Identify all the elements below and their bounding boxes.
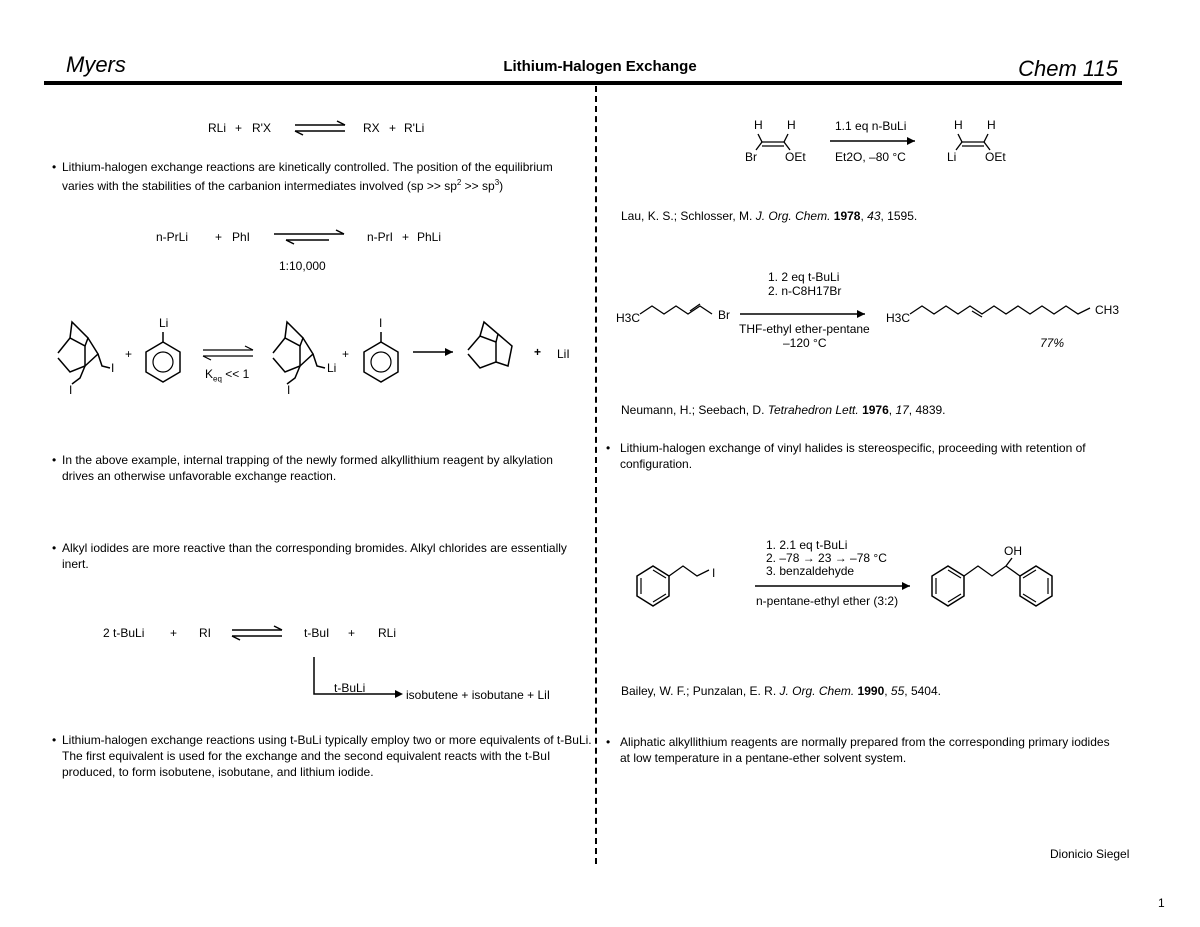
- diphenylpropanol-structure: [928, 556, 1058, 610]
- page-number: 1: [1158, 896, 1165, 910]
- eq3-lii: LiI: [557, 347, 570, 361]
- rxn1-arrow: [830, 136, 915, 146]
- right-bullet-2: • Aliphatic alkyllithium reagents are normally prepared from the corresponding primary iodides at low temperature in a pentane-ether solvent system.: [606, 734, 1121, 766]
- eq1-plus1: +: [235, 121, 243, 135]
- rxn2-prod-left: H3C: [886, 311, 911, 325]
- rxn2-yield: 77%: [1040, 336, 1065, 350]
- eq4-product1: t-BuI: [304, 626, 330, 640]
- eq1-plus2: +: [389, 121, 397, 135]
- left-bullet-4: • Lithium-halogen exchange reactions using t-BuLi typically employ two or more equivalents of t-BuLi. The first equivalent is used for the exchange and the second equivalent reacts with the t-BuI produced, to form isobutene, isobutane, and lithium iodide.: [52, 733, 592, 779]
- rxn2-step1: 1. 2 eq t-BuLi: [768, 270, 840, 284]
- eq4-product2: RLi: [378, 626, 397, 640]
- eq3-plus2: +: [342, 347, 350, 361]
- ref3-authors: Bailey, W. F.; Punzalan, E. R.: [621, 684, 780, 698]
- rxn2-arrow: [740, 309, 865, 319]
- ref3-volume: 55: [890, 684, 905, 698]
- phenethyl-iodide-structure: [633, 562, 718, 610]
- right-bullet-1: • Lithium-halogen exchange of vinyl halides is stereospecific, proceeding with retention of configuration.: [606, 440, 1121, 472]
- ref2-pages: 4839.: [915, 403, 946, 417]
- rxn1-oet: OEt: [785, 150, 806, 164]
- alkenyl-bromide-chain: [640, 300, 720, 320]
- ref2-volume: 17: [895, 403, 909, 417]
- ref1-journal: J. Org. Chem.: [755, 209, 831, 223]
- eq2-equilibrium-arrow: [274, 230, 344, 244]
- eq1-rx: RX: [363, 121, 380, 135]
- rxn1-reagent1: 1.1 eq n-BuLi: [835, 119, 907, 133]
- bullet-3-text: Alkyl iodides are more reactive than the corresponding bromides. Alkyl chlorides are essentially inert.: [62, 541, 567, 571]
- eq1-rli: RLi: [208, 121, 227, 135]
- rxn1-br: Br: [745, 150, 757, 164]
- rxn3-solvent: n-pentane-ethyl ether (3:2): [756, 594, 899, 608]
- eq2-reactant1: n-PrLi: [156, 230, 189, 244]
- bullet-2-text: In the above example, internal trapping of the newly formed alkyllithium reagent by alkylation drives an otherwise unfavorable exchange reaction.: [62, 453, 553, 483]
- eq3-li2: Li: [327, 361, 337, 375]
- ref3-year: 1990: [857, 684, 885, 698]
- header-rule: [44, 81, 1122, 85]
- eq4-plus1: +: [170, 626, 178, 640]
- eq4-products: isobutene + isobutane + LiI: [406, 688, 551, 702]
- rxn2-sm-right: Br: [718, 308, 730, 322]
- left-bullet-1: [52, 159, 587, 194]
- left-bullet-3: • Alkyl iodides are more reactive than the corresponding bromides. Alkyl chlorides are essentially inert.: [52, 540, 572, 572]
- header-title: Lithium-Halogen Exchange: [503, 58, 697, 75]
- ref1-volume: 43: [867, 209, 881, 223]
- eq4-reagent: t-BuLi: [334, 681, 366, 695]
- eq3-i1: I: [111, 361, 115, 375]
- ref2-journal: Tetrahedron Lett.: [767, 403, 859, 417]
- eq4-equilibrium-arrow: [232, 626, 282, 640]
- rxn3-arrow: [755, 581, 910, 591]
- ref3-pages: 5404.: [910, 684, 941, 698]
- header-course: Chem 115: [1018, 56, 1118, 81]
- rxn3-step1: 1. 2.1 eq t-BuLi: [766, 538, 848, 552]
- header-author: Myers: [66, 52, 126, 77]
- column-divider: [595, 86, 597, 864]
- eq2-product2: PhLi: [417, 230, 442, 244]
- rxn3-iodide: I: [712, 566, 716, 580]
- eq1-rx2: R'X: [252, 121, 271, 135]
- signature: Dionicio Siegel: [1050, 847, 1130, 861]
- rxn2-prod-right: CH3: [1095, 303, 1120, 317]
- keq-k: K: [205, 367, 214, 381]
- eq3-i2: I: [69, 383, 73, 397]
- rxn1-reagent2: Et2O, –80 °C: [835, 150, 906, 164]
- eq2-reactant2: PhI: [232, 230, 251, 244]
- iodobenzene-ring: [360, 338, 402, 384]
- ref2-year: 1976: [862, 403, 889, 417]
- eq3-keq: [205, 367, 249, 383]
- rxn1-h1: H: [754, 118, 763, 132]
- eq3-i3: I: [287, 383, 291, 397]
- rxn1-h2: H: [787, 118, 796, 132]
- tricyclic-product-structure: [462, 320, 522, 380]
- ref1-authors: Lau, K. S.; Schlosser, M.: [621, 209, 756, 223]
- rxn3-step2: 2. –78 → 23 → –78 °C: [766, 551, 887, 565]
- bullet-4-text: Lithium-halogen exchange reactions using t-BuLi typically employ two or more equivalents of t-BuLi. The first equivalent is used for the exchange and the second equivalent reacts with the t-BuI produced, to form isobutene, isobutane, and lithium iodide.: [62, 733, 592, 779]
- ref1-pages: 1595.: [887, 209, 918, 223]
- right-bullet-2-text: Aliphatic alkyllithium reagents are normally prepared from the corresponding primary iodides at low temperature in a pentane-ether solvent system.: [620, 735, 1110, 765]
- rxn3-oh: OH: [1004, 544, 1022, 558]
- bullet-1-sup1: 2: [456, 178, 462, 187]
- eq3-i4: I: [379, 316, 383, 330]
- reference-3: Bailey, W. F.; Punzalan, E. R. J. Org. Chem. 1990, 55, 5404.: [621, 684, 941, 698]
- rxn1-h4: H: [987, 118, 996, 132]
- ref3-journal: J. Org. Chem.: [779, 684, 855, 698]
- eq2-ratio: 1:10,000: [279, 259, 326, 273]
- bullet-dot: •: [52, 160, 57, 174]
- right-bullet-1-text: Lithium-halogen exchange of vinyl halides is stereospecific, proceeding with retention of configuration.: [620, 441, 1086, 471]
- reference-1: Lau, K. S.; Schlosser, M. J. Org. Chem. 1978, 43, 1595.: [621, 209, 918, 223]
- eq2-plus2: +: [402, 230, 410, 244]
- bullet-1-sup2: 3: [494, 178, 500, 187]
- left-bullet-2: • In the above example, internal trapping of the newly formed alkyllithium reagent by alkylation drives an otherwise unfavorable exchange reaction.: [52, 452, 587, 484]
- eq1-equilibrium-arrow: [295, 121, 345, 135]
- rxn3-step3: 3. benzaldehyde: [766, 564, 855, 578]
- eq3-plus1: +: [125, 347, 133, 361]
- eq3-plus3: +: [534, 345, 542, 359]
- reference-2: Neumann, H.; Seebach, D. Tetrahedron Lett. 1976, 17, 4839.: [621, 403, 946, 417]
- rxn1-oet2: OEt: [985, 150, 1006, 164]
- ref1-year: 1978: [833, 209, 861, 223]
- eq4-reactant1: 2 t-BuLi: [103, 626, 145, 640]
- alkene-product-chain: [910, 300, 1100, 320]
- keq-sub: eq: [213, 374, 222, 384]
- bullet-1-end: ): [499, 179, 504, 193]
- rxn2-cond1: THF-ethyl ether-pentane: [739, 322, 870, 336]
- rxn2-cond2: –120 °C: [783, 336, 827, 350]
- rxn1-h3: H: [954, 118, 963, 132]
- phenyllithium-ring: [142, 338, 184, 384]
- rxn2-sm-left: H3C: [616, 311, 641, 325]
- eq4-reactant2: RI: [199, 626, 211, 640]
- rxn2-step2: 2. n-C8H17Br: [768, 284, 842, 298]
- norbornane-lithium-structure: [265, 318, 340, 398]
- keq-val: << 1: [221, 367, 250, 381]
- norbornane-iodide-structure: [50, 318, 125, 398]
- eq4-plus2: +: [348, 626, 356, 640]
- bullet-1-mid: >> sp: [461, 179, 495, 193]
- eq3-equilibrium-arrow: [203, 346, 253, 360]
- rxn1-li: Li: [947, 150, 957, 164]
- eq2-product1: n-PrI: [367, 230, 394, 244]
- bullet-1-text: Lithium-halogen exchange reactions are kinetically controlled. The position of the equilibrium varies with the stabilities of the carbanion intermediates involved (sp >> sp: [62, 160, 553, 193]
- eq3-li: Li: [159, 316, 169, 330]
- eq1-rli2: R'Li: [404, 121, 425, 135]
- eq2-plus1: +: [215, 230, 223, 244]
- eq3-forward-arrow: [413, 347, 453, 357]
- ref2-authors: Neumann, H.; Seebach, D.: [621, 403, 768, 417]
